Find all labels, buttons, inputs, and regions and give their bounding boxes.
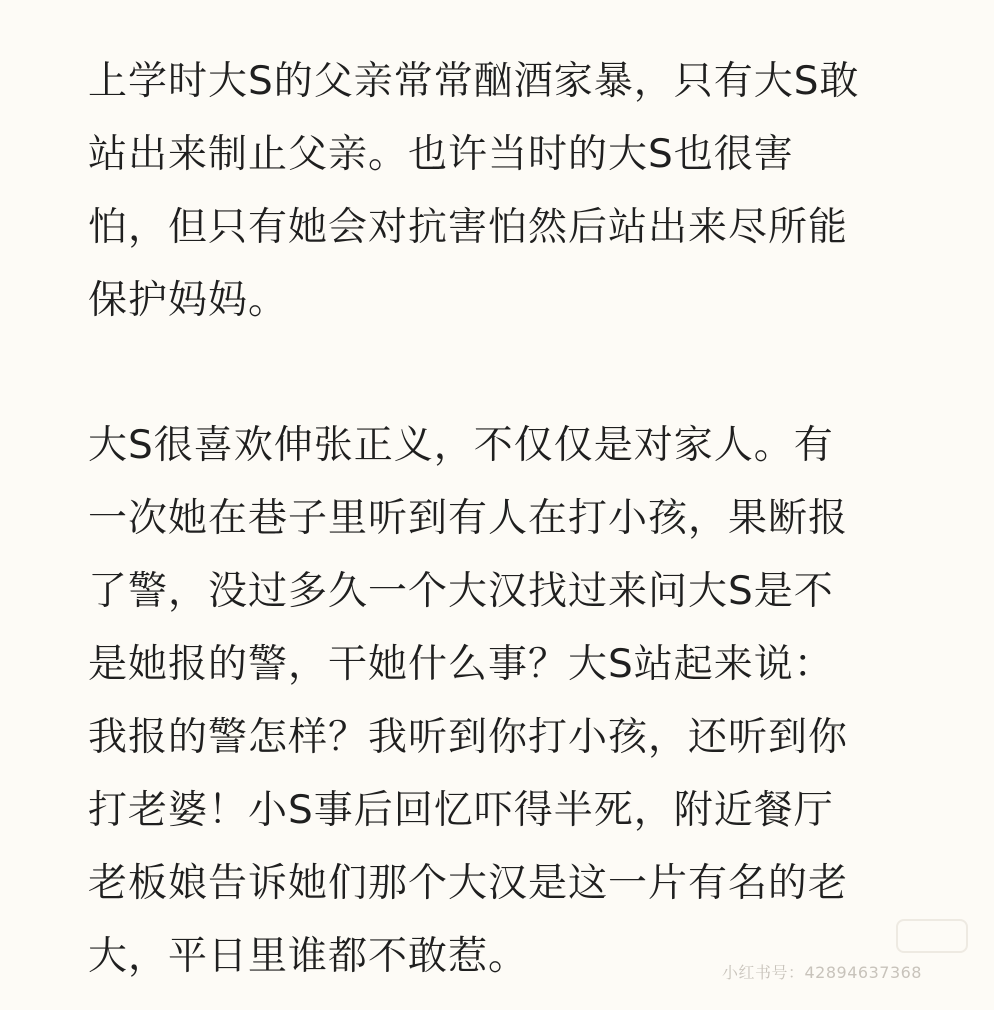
watermark-text: 小红书号：42894637368 [722, 963, 922, 982]
text-line: 大S很喜欢伸张正义，不仅仅是对家人。有 [88, 423, 834, 468]
text-line: 上学时大S的父亲常常酗酒家暴，只有大S敢 [88, 59, 860, 104]
paragraph-spacer [88, 337, 928, 409]
watermark-logo-icon [896, 919, 968, 953]
text-line: 是她报的警，干她什么事？大S站起来说： [88, 642, 834, 687]
paragraph-1 [88, 45, 928, 337]
text-line: 我报的警怎样？我听到你打小孩，还听到你 [88, 715, 849, 760]
text-line: 老板娘告诉她们那个大汉是这一片有名的老 [88, 861, 849, 906]
text-line: 了警，没过多久一个大汉找过来问大S是不 [88, 569, 834, 614]
text-line: 一次她在巷子里听到有人在打小孩，果断报 [88, 496, 849, 541]
paragraph-2 [88, 409, 928, 993]
text-line: 站出来制止父亲。也许当时的大S也很害 [88, 132, 794, 177]
article-body [88, 45, 928, 993]
text-line: 保护妈妈。 [88, 278, 289, 323]
text-line: 大，平日里谁都不敢惹。 [88, 934, 529, 979]
text-line: 打老婆！小S事后回忆吓得半死，附近餐厅 [88, 788, 834, 833]
text-line: 怕，但只有她会对抗害怕然后站出来尽所能 [88, 205, 849, 250]
watermark [722, 960, 922, 983]
